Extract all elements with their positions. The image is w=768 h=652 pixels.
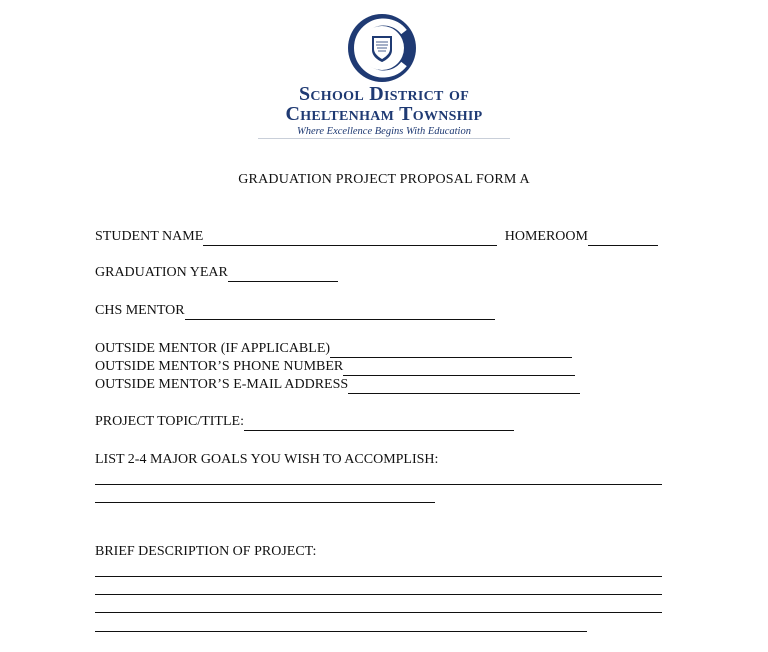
- project-topic-field[interactable]: [244, 416, 514, 431]
- outside-mentor-phone-label: OUTSIDE MENTOR’S PHONE NUMBER: [95, 359, 344, 374]
- description-line-1[interactable]: [95, 576, 662, 577]
- homeroom-field[interactable]: [588, 231, 658, 246]
- outside-mentor-email-label: OUTSIDE MENTOR’S E-MAIL ADDRESS: [95, 377, 349, 392]
- graduation-year-label: GRADUATION YEAR: [95, 265, 228, 280]
- goals-line-1[interactable]: [95, 484, 662, 485]
- graduation-year-field[interactable]: [228, 267, 338, 282]
- project-topic-label: PROJECT TOPIC/TITLE:: [95, 414, 244, 429]
- outside-mentor-phone-row: [95, 358, 575, 376]
- district-name-line1: School District of: [298, 83, 470, 105]
- outside-mentor-phone-field[interactable]: [343, 361, 575, 376]
- district-name: [256, 84, 512, 124]
- chs-mentor-label: CHS MENTOR: [95, 303, 185, 318]
- goals-prompt: LIST 2-4 MAJOR GOALS YOU WISH TO ACCOMPLISH:: [95, 452, 439, 467]
- chs-mentor-field[interactable]: [185, 305, 495, 320]
- description-prompt: BRIEF DESCRIPTION OF PROJECT:: [95, 544, 317, 559]
- description-line-4[interactable]: [95, 631, 587, 632]
- project-topic-row: [95, 413, 514, 431]
- district-name-line2: Cheltenham Township: [285, 103, 483, 125]
- district-seal-icon: [346, 12, 418, 84]
- district-logo: [256, 10, 512, 142]
- district-tagline: Where Excellence Begins With Education: [297, 126, 471, 137]
- outside-mentor-row: [95, 340, 572, 358]
- outside-mentor-field[interactable]: [330, 343, 572, 358]
- form-title: GRADUATION PROJECT PROPOSAL FORM A: [238, 172, 530, 187]
- student-name-label: STUDENT NAME: [95, 229, 204, 244]
- homeroom-label: HOMEROOM: [504, 229, 588, 244]
- description-line-2[interactable]: [95, 594, 662, 595]
- student-name-row: [95, 228, 658, 246]
- student-name-field[interactable]: [203, 231, 497, 246]
- outside-mentor-email-row: [95, 376, 580, 394]
- goals-line-2[interactable]: [95, 502, 435, 503]
- graduation-year-row: [95, 264, 338, 282]
- description-line-3[interactable]: [95, 612, 662, 613]
- logo-divider: [258, 138, 510, 139]
- outside-mentor-email-field[interactable]: [348, 379, 580, 394]
- outside-mentor-label: OUTSIDE MENTOR (IF APPLICABLE): [95, 341, 331, 356]
- chs-mentor-row: [95, 302, 495, 320]
